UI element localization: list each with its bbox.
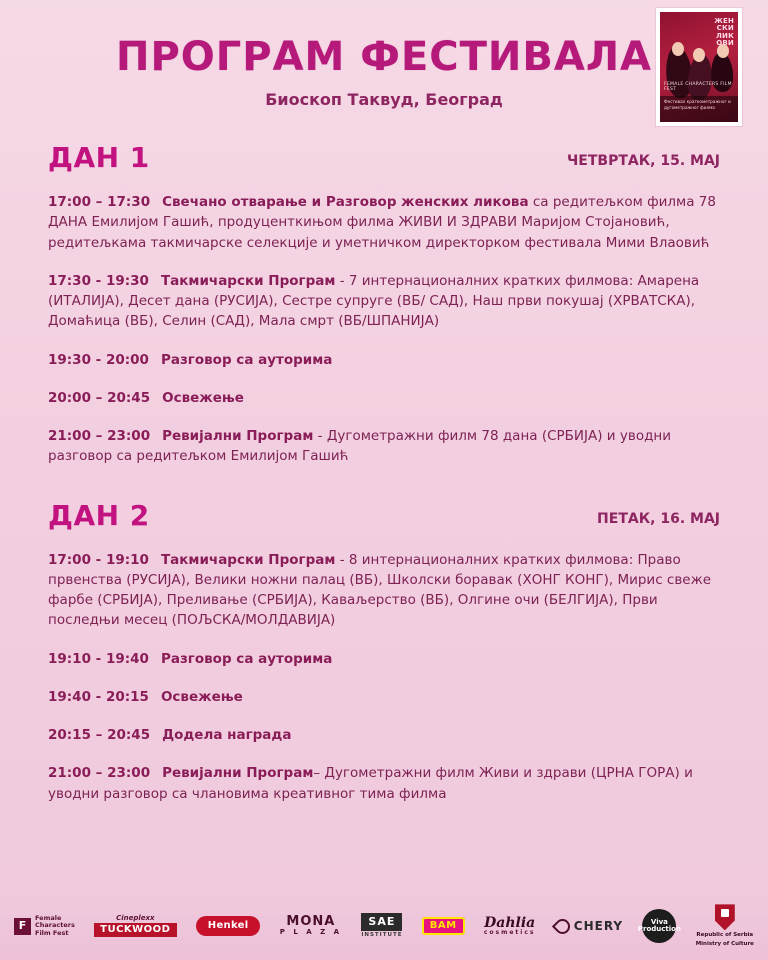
entry-body: са редитељком филма 78 ДАНА Емилијом Гашић, продуценткињом филма ЖИВИ И ЗДРАВИ Маријом Стојановић, редитељкама такмичарске селекције и уметничком директорком фестивала Мими Влаовић	[48, 194, 716, 251]
entry-label: Такмичарски Програм	[160, 272, 336, 289]
entry-time: 17:00 - 19:10	[48, 551, 149, 568]
day-1-entry-2	[48, 271, 720, 332]
day-2-entry-2	[48, 649, 720, 669]
poster-face-center	[693, 48, 705, 62]
viva-logo-icon: Viva Production	[642, 909, 676, 943]
sponsor-dahlia-cosmetics	[484, 916, 536, 937]
sponsor-tuckwood	[94, 915, 176, 938]
day-2-header	[48, 499, 720, 532]
entry-label: Ревијални Програм	[162, 428, 314, 444]
sponsor-sae-institute	[361, 913, 402, 938]
entry-body: - 7 интернационалних кратких филмова: Амарена (ИТАЛИЈА), Десет дана (РУСИЈА), Сестре супруге (ВБ/ САД), Наш први покушај (ХРВАТСКА), Домаћица (ВБ), Селин (САД), Мала смрт (ВБ/ШПАНИЈА)	[48, 272, 700, 330]
entry-time: 20:00 – 20:45	[48, 389, 151, 406]
poster-artwork	[660, 12, 738, 122]
sponsor-chery	[555, 919, 623, 934]
entry-label: Додела награда	[162, 727, 292, 743]
entry-time: 17:00 – 17:30	[48, 194, 151, 210]
film-poster-thumbnail	[656, 8, 742, 126]
day-1-entry-5	[48, 426, 720, 467]
fcff-text	[35, 915, 75, 937]
fcff-line-3: Film Fest	[35, 928, 69, 937]
poster-face-left	[672, 42, 684, 56]
sponsor-ministry-of-culture	[696, 904, 754, 947]
entry-label: Разговор са ауторима	[160, 351, 333, 368]
sponsor-henkel	[196, 916, 261, 937]
entry-body: - 8 интернационалних кратких филмова: Право првенства (РУСИЈА), Велики ножни палац (ВБ), Школски боравак (ХОНГ КОНГ), Мирис свеже фарбе (СРБИЈА), Преливање (СРБИЈА), Каваљерство (ВБ), Олгине очи (БЕЛГИЈА), Први последњи месец (ПОЉСКА/МОЛДАВИЈА)	[48, 551, 712, 629]
entry-time: 19:10 - 19:40	[48, 650, 149, 667]
henkel-name: Henkel	[196, 916, 261, 937]
bam-name: BAM	[422, 917, 465, 936]
dahlia-sub: cosmetics	[483, 929, 536, 937]
sponsor-bar	[0, 892, 768, 960]
ministry-line-1: Republic of Serbia	[696, 932, 754, 939]
poster-bottom-text: Фестивал краткометражног и дугометражног филма	[660, 96, 738, 122]
day-1-date: ЧЕТВРТАК, 15. МАЈ	[566, 153, 720, 169]
tuckwood-name: TUCKWOOD	[94, 923, 176, 938]
day-2-date: ПЕТАК, 16. МАЈ	[597, 510, 720, 527]
page-subtitle: Биоскоп Таквуд, Београд	[265, 90, 503, 109]
chery-name: CHERY	[573, 918, 624, 933]
poster-title-line-2: СКИ	[716, 24, 734, 33]
entry-label: Разговор са ауторима	[160, 650, 333, 667]
entry-time: 17:30 - 19:30	[48, 272, 149, 289]
day-2-entry-1	[48, 550, 720, 631]
sponsor-viva-production	[637, 909, 681, 943]
sae-name: SAE	[361, 913, 402, 931]
day-2-entry-3	[48, 687, 720, 707]
entry-time: 21:00 – 23:00	[48, 428, 151, 444]
entry-body: - Дугометражни филм 78 дана (СРБИЈА) и уводни разговор са редитељком Емилијом Гашић	[48, 428, 672, 465]
day-2-entry-5	[48, 763, 720, 804]
program-content	[0, 141, 768, 804]
fcff-mark-icon: F	[14, 918, 31, 935]
mona-name: MONA	[286, 914, 336, 929]
sponsor-bam	[422, 917, 465, 936]
poster-title	[696, 18, 734, 47]
sponsor-female-characters-film-fest	[14, 915, 75, 937]
entry-time: 19:40 - 20:15	[48, 688, 149, 705]
day-1-entry-1	[48, 192, 720, 253]
entry-label: Освежење	[162, 389, 244, 406]
fcff-line-2: Characters	[35, 921, 75, 930]
page-title: ПРОГРАМ ФЕСТИВАЛА	[115, 34, 653, 80]
entry-label: Освежење	[160, 688, 243, 705]
entry-body: – Дугометражни филм Живи и здрави (ЦРНА ГОРА) и уводни разговор са члановима креативног тима филма	[48, 765, 693, 802]
chery-logo-icon	[552, 915, 573, 936]
entry-time: 20:15 – 20:45	[48, 727, 151, 743]
sae-sub: INSTITUTE	[361, 931, 403, 938]
serbia-coat-of-arms-icon	[715, 904, 735, 930]
poster-title-line-3: ЛИК	[716, 31, 734, 40]
mona-sub: P L A Z A	[279, 928, 343, 937]
entry-label: Такмичарски Програм	[160, 551, 336, 568]
day-1-header	[48, 141, 720, 174]
entry-time: 19:30 - 20:00	[48, 351, 149, 368]
day-2-name: ДАН 2	[48, 498, 150, 532]
entry-label: Свечано отварање и Разговор женских ликова	[162, 194, 529, 210]
poster-credit: FEMALE CHARACTERS FILM FEST	[664, 82, 732, 92]
poster-title-line-4: ОВИ	[716, 39, 734, 48]
sponsor-mona-plaza	[280, 915, 342, 937]
fcff-line-1: Female	[35, 913, 62, 922]
ministry-line-2: Ministry of Culture	[695, 941, 754, 947]
poster-title-line-1: ЖЕН	[714, 17, 734, 25]
day-1-entry-3	[48, 350, 720, 370]
day-2-entry-4	[48, 725, 720, 745]
day-1-name: ДАН 1	[48, 141, 150, 174]
tuckwood-script: Cineplexx	[116, 913, 155, 922]
entry-label: Ревијални Програм	[162, 765, 314, 782]
day-1-entry-4	[48, 388, 720, 408]
entry-time: 21:00 – 23:00	[48, 765, 151, 782]
dahlia-name: Dahlia	[484, 914, 536, 931]
